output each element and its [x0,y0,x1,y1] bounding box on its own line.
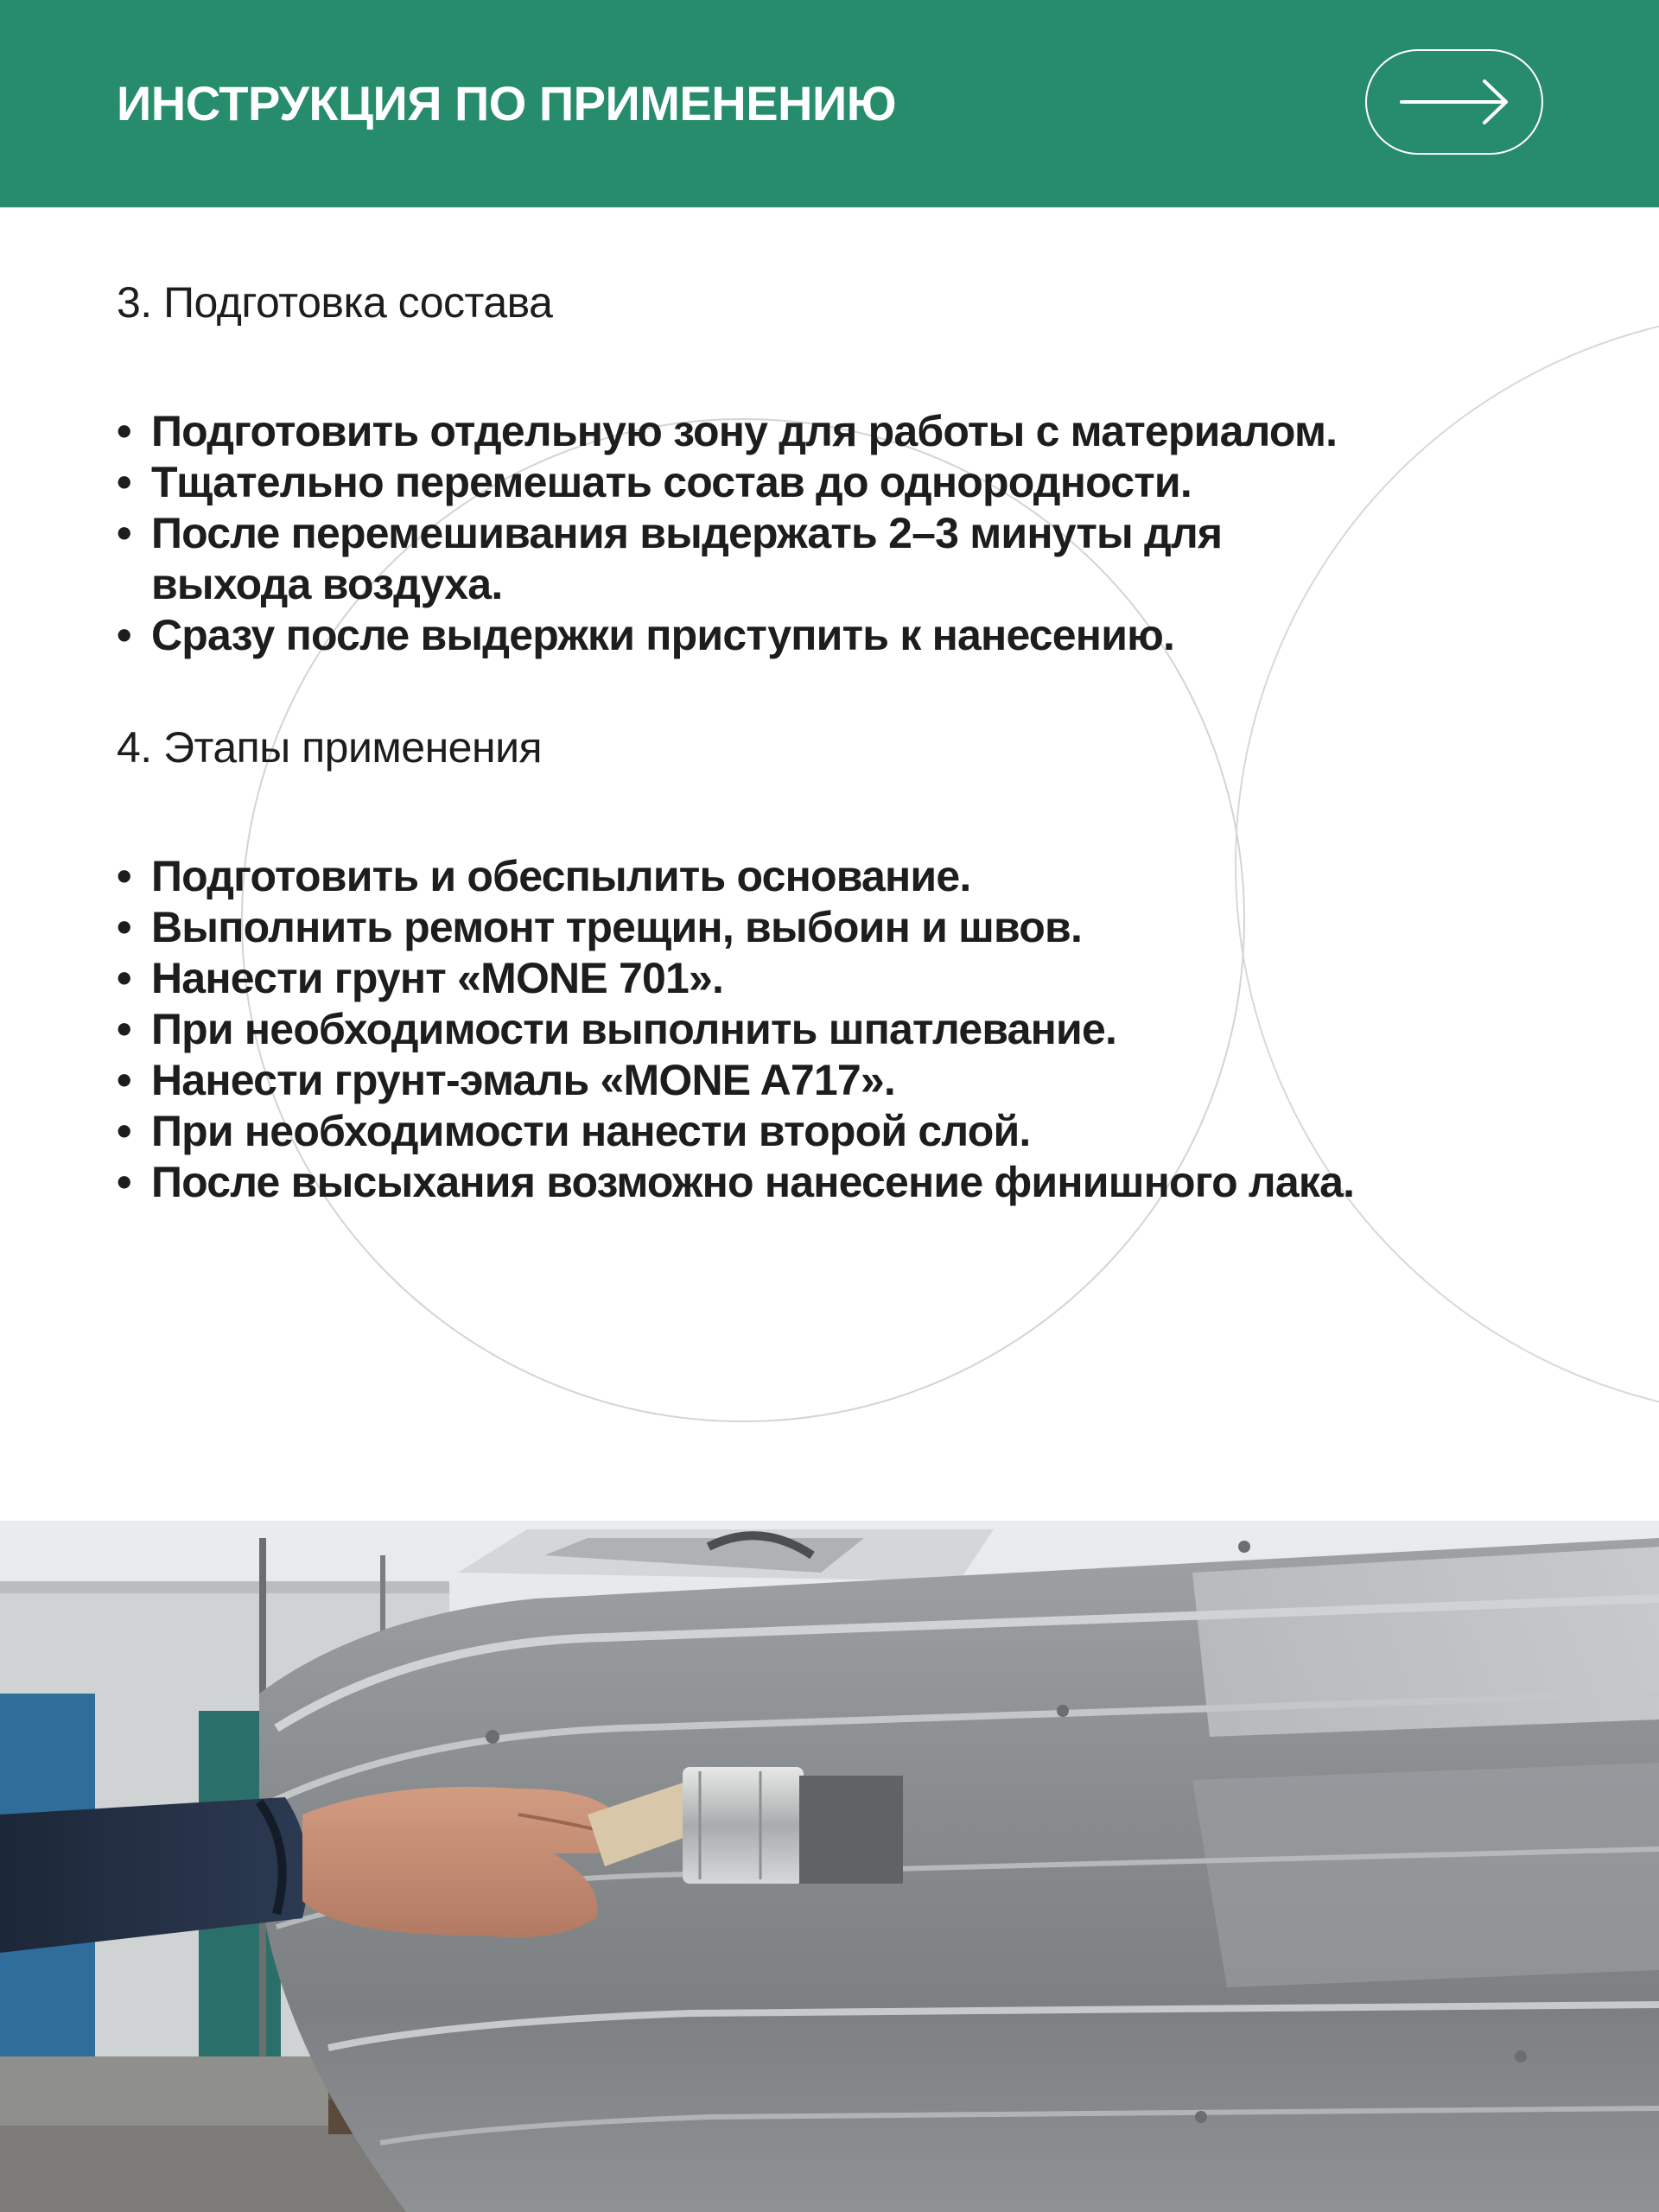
list-item [117,851,1586,902]
list-item-text: Сразу после выдержки приступить к нанесению. [151,611,1175,659]
list-item-continuation [117,559,1586,610]
bullet: • [117,1005,131,1053]
list-item [117,1106,1586,1157]
bullet: • [117,954,131,1002]
bullet: • [117,1107,131,1155]
bullet: • [117,611,131,659]
list-item-text: выхода воздуха. [151,560,503,608]
bullet: • [117,1056,131,1104]
list-item [117,508,1586,559]
list-item-text: Тщательно перемешать состав до однородности. [151,458,1192,506]
bullet: • [117,458,131,506]
list-item-text: При необходимости выполнить шпатлевание. [151,1005,1117,1053]
boat-painting-photo [0,1521,1659,2212]
boat-painting-image [0,1521,1659,2212]
list-item [117,406,1586,457]
list-item-text: После перемешивания выдержать 2–3 минуты для [151,509,1223,557]
section-title: 4. Этапы применения [117,723,543,772]
header-bar [0,0,1659,207]
list-item-text: Нанести грунт «MONE 701». [151,954,724,1002]
bullet: • [117,852,131,900]
preparation-list [117,406,1586,661]
bullet: • [117,903,131,951]
application-steps-list [117,851,1586,1208]
list-item-text: Нанести грунт-эмаль «MONE A717». [151,1056,895,1104]
section-application-steps [117,713,1586,1208]
list-item-text: Подготовить отдельную зону для работы с материалом. [151,407,1338,455]
arrow-right-icon [1400,79,1510,125]
section-title: 3. Подготовка состава [117,278,553,327]
instructions-content [117,268,1586,1208]
list-item [117,1055,1586,1106]
list-item [117,457,1586,508]
next-button[interactable] [1365,49,1543,155]
list-item [117,953,1586,1004]
list-item [117,610,1586,661]
page-title: ИНСТРУКЦИЯ ПО ПРИМЕНЕНИЮ [117,76,896,130]
list-item-text: Выполнить ремонт трещин, выбоин и швов. [151,903,1083,951]
list-item [117,1157,1586,1208]
list-item-text: Подготовить и обеспылить основание. [151,852,971,900]
list-item-text: После высыхания возможно нанесение финишного лака. [151,1158,1355,1206]
bullet: • [117,1158,131,1206]
bullet: • [117,407,131,455]
list-item [117,1004,1586,1055]
section-preparation [117,268,1586,661]
list-item-text: При необходимости нанести второй слой. [151,1107,1031,1155]
bullet: • [117,509,131,557]
list-item [117,902,1586,953]
